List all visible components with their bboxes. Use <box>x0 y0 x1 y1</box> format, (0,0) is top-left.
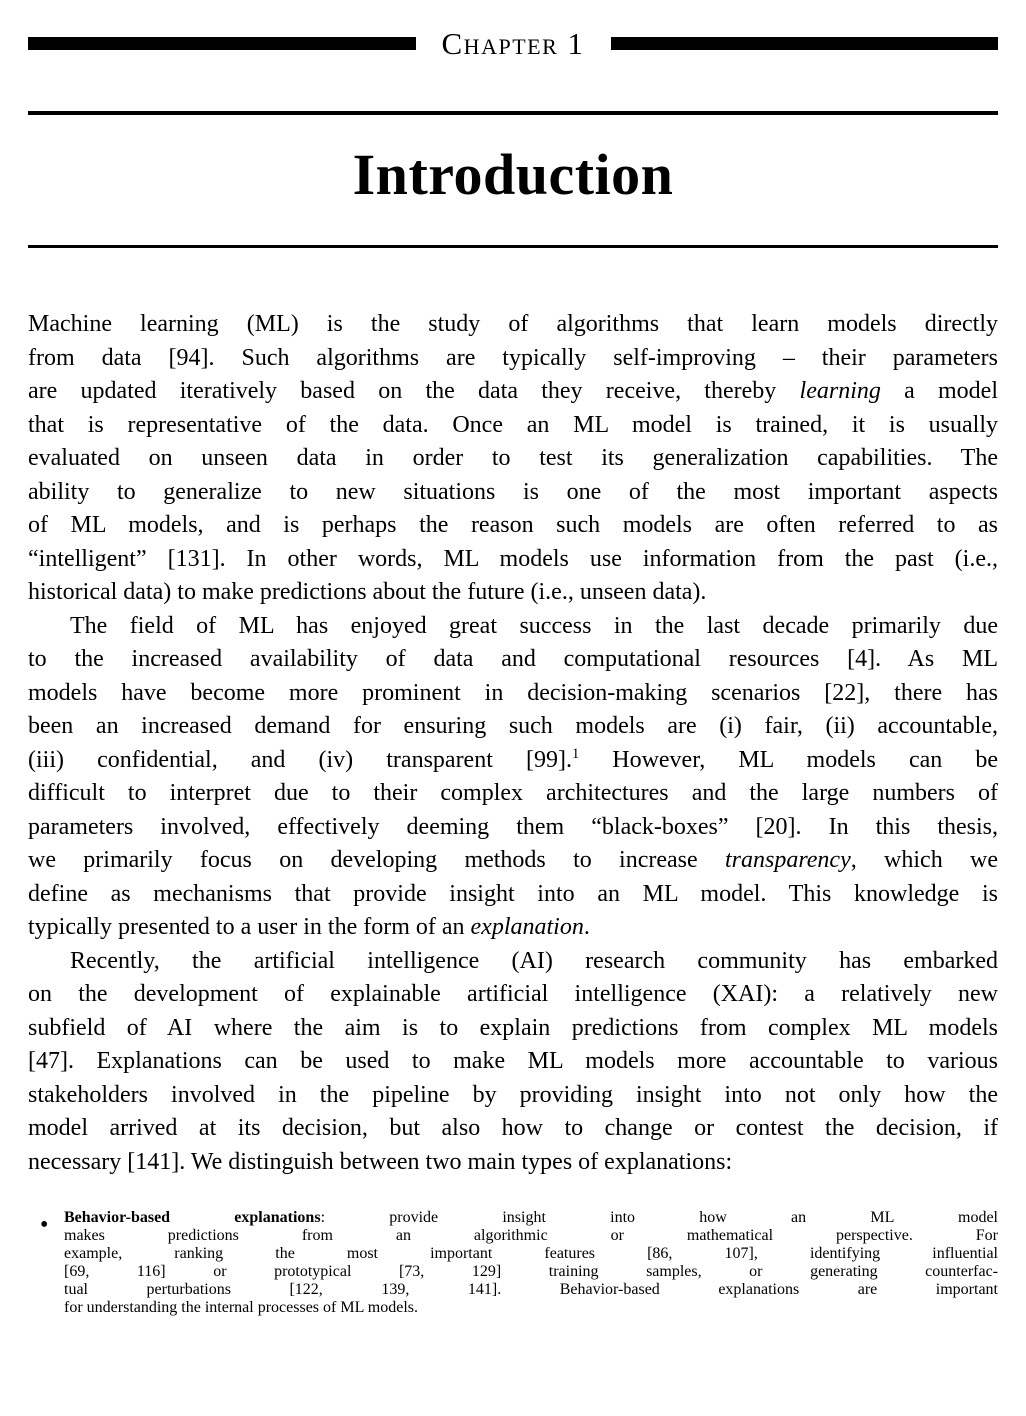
text-line <box>28 442 998 476</box>
text-run: subfield of AI where the aim is to explain predictions from complex ML models <box>28 1014 998 1041</box>
text-line <box>28 911 998 945</box>
text-line <box>28 509 998 543</box>
text-line <box>28 1146 998 1180</box>
text-run: example, ranking the most important features [86, 107], identifying influential <box>64 1245 998 1262</box>
text-run: on the development of explainable artificial intelligence (XAI): a relatively new <box>28 981 998 1007</box>
text-run: difficult to interpret due to their complex architectures and the large numbers of <box>28 780 998 806</box>
title-rule-top <box>28 111 998 115</box>
text-run: Behavior-based explanations <box>64 1209 321 1226</box>
chapter-bar-left <box>28 37 416 50</box>
text-line <box>28 342 998 376</box>
text-line <box>28 1012 998 1046</box>
text-run: The field of ML has enjoyed great success in the last decade primarily due <box>70 612 998 639</box>
bullet-icon: • <box>40 1212 49 1238</box>
text-line <box>28 543 998 577</box>
text-line <box>28 375 998 409</box>
text-line <box>28 409 998 443</box>
page-title: Introduction <box>352 142 674 207</box>
text-run: ability to generalize to new situations is one of the most important aspects <box>28 478 998 505</box>
text-run: makes predictions from an algorithmic or mathematical perspective. For <box>64 1227 998 1244</box>
text-run: models have become more prominent in decision-making scenarios [22], there has <box>28 679 998 706</box>
text-run: Machine learning (ML) is the study of algorithms that learn models directly <box>28 311 998 337</box>
text-run: model arrived at its decision, but also how to change or contest the decision, if <box>28 1115 998 1141</box>
text-line <box>64 1227 998 1245</box>
text-run: explanation <box>470 914 584 940</box>
text-run: typically presented to a user in the form of an <box>28 914 471 940</box>
text-run: transparency <box>724 847 851 873</box>
text-run: that is representative of the data. Once an ML model is trained, it is usually <box>28 411 998 438</box>
paragraph <box>28 610 998 945</box>
chapter-bar-right <box>611 37 999 50</box>
chapter-label: Chapter 1 <box>441 26 585 61</box>
text-run: learning <box>799 378 881 404</box>
title-rule-bottom <box>28 245 998 248</box>
text-run: a model <box>880 378 998 404</box>
text-run: stakeholders involved in the pipeline by providing insight into not only how the <box>28 1081 998 1108</box>
text-run: “intelligent” [131]. In other words, ML models use information from the past (i.e., <box>28 545 998 572</box>
chapter-header <box>28 28 998 59</box>
paragraph <box>28 945 998 1180</box>
text-run: of ML models, and is perhaps the reason such models are often referred to as <box>28 512 998 538</box>
text-line <box>64 1299 998 1317</box>
body-text <box>28 308 998 1179</box>
text-line <box>64 1263 998 1281</box>
text-run: : provide insight into how an ML model <box>320 1209 999 1226</box>
text-run: necessary [141]. We distinguish between two main types of explanations: <box>28 1148 733 1175</box>
text-run: we primarily focus on developing methods to increase <box>28 847 725 873</box>
text-line <box>28 576 998 610</box>
text-run: historical data) to make predictions about the future (i.e., unseen data). <box>28 579 707 605</box>
text-run: [47]. Explanations can be used to make ML models more accountable to various <box>28 1048 998 1074</box>
text-line <box>28 476 998 510</box>
text-run: 1 <box>571 745 580 762</box>
text-line <box>28 777 998 811</box>
bullet-item <box>28 1209 998 1317</box>
text-line <box>64 1245 998 1263</box>
text-run: (iii) confidential, and (iv) transparent [99]. <box>28 746 572 773</box>
text-line <box>28 978 998 1012</box>
text-line <box>28 677 998 711</box>
text-line <box>28 1079 998 1113</box>
text-run: from data [94]. Such algorithms are typically self-improving – their parameters <box>28 344 998 371</box>
text-run: tual perturbations [122, 139, 141]. Behavior-based explanations are important <box>64 1281 998 1298</box>
text-run: [69, 116] or prototypical [73, 129] training samples, or generating counterfac- <box>64 1263 998 1280</box>
text-run: evaluated on unseen data in order to test its generalization capabilities. The <box>28 445 998 471</box>
text-line <box>28 643 998 677</box>
text-line <box>28 945 998 979</box>
text-run: parameters involved, effectively deeming them “black-boxes” [20]. In this thesis, <box>28 813 998 840</box>
text-run: to the increased availability of data and computational resources [4]. As ML <box>28 646 998 672</box>
text-run: for understanding the internal processes of ML models. <box>64 1299 418 1316</box>
text-run: . <box>583 914 590 940</box>
text-line <box>28 811 998 845</box>
text-run: define as mechanisms that provide insight into an ML model. This knowledge is <box>28 880 998 907</box>
paragraph <box>28 308 998 610</box>
bullet-list <box>28 1209 998 1317</box>
text-line <box>28 308 998 342</box>
text-run: However, ML models can be <box>579 746 998 773</box>
text-run: are updated iteratively based on the data they receive, thereby <box>28 378 800 404</box>
text-line <box>28 610 998 644</box>
text-line <box>64 1209 998 1227</box>
text-line <box>64 1281 998 1299</box>
text-line <box>28 1045 998 1079</box>
text-line <box>28 710 998 744</box>
text-run: been an increased demand for ensuring such models are (i) fair, (ii) accountable, <box>28 713 998 739</box>
text-line <box>28 1112 998 1146</box>
text-line <box>28 878 998 912</box>
bullet-content <box>64 1209 998 1317</box>
text-run: Recently, the artificial intelligence (AI) research community has embarked <box>70 947 998 974</box>
text-run: , which we <box>850 847 998 873</box>
text-line <box>28 744 998 778</box>
text-line <box>28 844 998 878</box>
